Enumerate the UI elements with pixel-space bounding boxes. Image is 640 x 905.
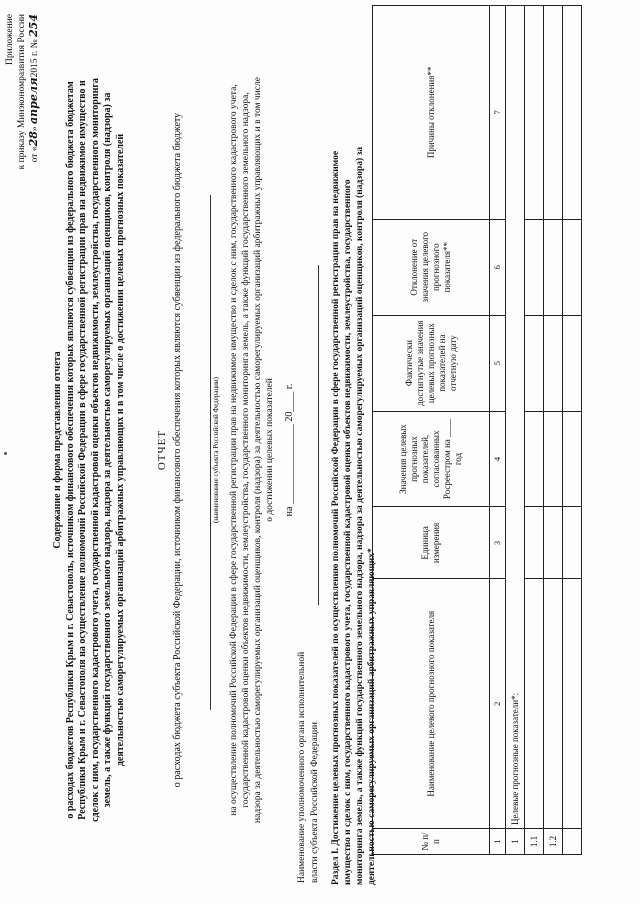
table-cell[interactable]: [525, 6, 544, 220]
header-cell: Фактически достигнутые значения целевых прогнозных показателей на отчетную дату: [373, 315, 490, 411]
purpose-line: государственной кадастровой оценки объектов недвижимости, землеустройства, государственного мониторинга земель, а также функций государственного земельного надзора,: [241, 92, 251, 808]
table-cell[interactable]: [525, 579, 544, 829]
report-heading: ОТЧЕТ: [156, 429, 168, 471]
header-cell: № п/п: [373, 829, 490, 855]
purpose-line: о достижении целевых показателей: [265, 378, 275, 522]
subject-fill-line: [210, 195, 211, 710]
report-period: на ________________ 20____ г.: [284, 383, 295, 517]
table-cell[interactable]: [525, 507, 544, 579]
section-line: мониторинга земель, а также функций государственного земельного надзора, надзора за деятельностью саморегулируемых организаций оценщиков, контроля (надзора) за: [355, 146, 365, 885]
appendix-block: [4, 14, 41, 254]
column-number: 1: [490, 829, 506, 855]
group-label: Целевые прогнозные показатели*:: [506, 6, 525, 829]
appendix-label: Приложение: [5, 14, 15, 65]
document-title: [52, 65, 127, 835]
scan-speck: [4, 452, 7, 455]
purpose-line: на осуществление полномочий Российской Федерации в сфере государственной регистрации прав на недвижимое имущество и сделок с ним, государственного кадастрового учета,: [229, 84, 239, 816]
title-line: Республики Крым и г. Севастополя на осуществление полномочий Российской Федерации в сфере государственной регистрации прав на недвижимое имущество и: [77, 80, 88, 820]
date-day-handwritten: 28: [27, 131, 40, 147]
table-cell[interactable]: [544, 579, 563, 829]
column-number: 7: [490, 6, 506, 220]
authority-name-label: [296, 623, 321, 883]
section-line: имущество и сделок с ним, государственного кадастрового учета, государственной кадастровой оценки объектов недвижимости, землеустройства, государственного: [343, 179, 353, 885]
column-number: 2: [490, 579, 506, 829]
table-row: [525, 6, 544, 855]
title-line: деятельностью саморегулируемых организаций арбитражных управляющих и в том числе о достижении целевых прогнозных показателей: [114, 133, 126, 767]
row-number: 1: [506, 829, 525, 855]
table-cell[interactable]: [544, 411, 563, 507]
indicators-table: [372, 5, 582, 855]
table-cell[interactable]: [525, 411, 544, 507]
section-line: деятельностью саморегулируемых организаций арбитражных управляющих*: [367, 548, 377, 885]
column-number: 4: [490, 411, 506, 507]
title-line: о расходах бюджетов Республики Крым и г. Севастополь, источником финансового обеспечения которых являются субвенции из федерального бюджета бюджетам: [64, 81, 76, 819]
section-1-heading: [330, 20, 378, 885]
table-cell[interactable]: [563, 6, 582, 220]
table-row: [506, 6, 525, 855]
date-year: 2015 г. №: [30, 39, 40, 78]
column-number: 6: [490, 219, 506, 315]
table-cell[interactable]: [563, 579, 582, 829]
section-line: Раздел I. Достижение целевых прогнозных показателей по осуществлению полномочий Российской Федерации в сфере государственной регистрации прав на недвижимое: [331, 150, 341, 885]
row-number: 1.2: [544, 829, 563, 855]
table-column-number-row: [490, 6, 506, 855]
table-row: [544, 6, 563, 855]
table-cell[interactable]: [525, 315, 544, 411]
header-cell: Единица измерения: [373, 507, 490, 579]
order-number-handwritten: 254: [27, 14, 40, 37]
org-line: Наименование уполномоченного органа исполнительной: [297, 651, 307, 883]
table-cell[interactable]: [544, 219, 563, 315]
header-cell: Отклонение от значения целевого прогнозного показателя**: [373, 219, 490, 315]
appendix-order-line: к приказу Минэкономразвития России: [17, 14, 27, 170]
table-header-row: [373, 6, 490, 855]
date-prefix: от «: [30, 146, 40, 163]
subject-note: (наименование субъекта Российской Федерации): [212, 377, 220, 523]
table-cell[interactable]: [563, 507, 582, 579]
authority-fill-line: [318, 265, 319, 605]
column-number: 5: [490, 315, 506, 411]
date-month-handwritten: апреля: [27, 77, 40, 124]
report-purpose: [228, 35, 276, 865]
column-number: 3: [490, 507, 506, 579]
table-cell[interactable]: [544, 507, 563, 579]
title-line: Содержание и форма представления отчета: [52, 351, 63, 549]
title-line: земель, а также функций государственного земельного надзора, надзора за деятельностью саморегулируемых организаций оценщиков, контроля (надзора) за: [102, 92, 113, 808]
table-cell[interactable]: [544, 315, 563, 411]
table-cell[interactable]: [563, 315, 582, 411]
org-line: власти субъекта Российской Федерации: [309, 722, 320, 883]
table-cell[interactable]: [544, 6, 563, 220]
report-subject: о расходах бюджета субъекта Российской Федерации, источником финансового обеспечения которых являются субвенции из федерального бюджета бюджету: [172, 112, 183, 788]
appendix-date-line: [28, 14, 41, 254]
table-cell[interactable]: [563, 829, 582, 855]
table-cell[interactable]: [563, 411, 582, 507]
row-number: 1.1: [525, 829, 544, 855]
header-cell: Значения целевых прогнозных показателей, согласованных Росреестром на ____ год: [373, 411, 490, 507]
table-cell[interactable]: [563, 219, 582, 315]
header-cell: Наименование целевого прогнозного показателя: [373, 579, 490, 829]
header-cell: Причины отклонения**: [373, 6, 490, 220]
purpose-line: надзора за деятельностью саморегулируемых организаций оценщиков, контроля (надзора) за деятельностью саморегулируемых организаций арбитражных управляющих и в том числе: [253, 77, 263, 823]
title-line: сделок с ним, государственного кадастрового учета, государственной кадастровой оценки объектов недвижимости, землеустройства, государственного мониторинга: [89, 78, 101, 822]
date-mid: »: [30, 123, 40, 132]
table-row: [563, 6, 582, 855]
table-cell[interactable]: [525, 219, 544, 315]
